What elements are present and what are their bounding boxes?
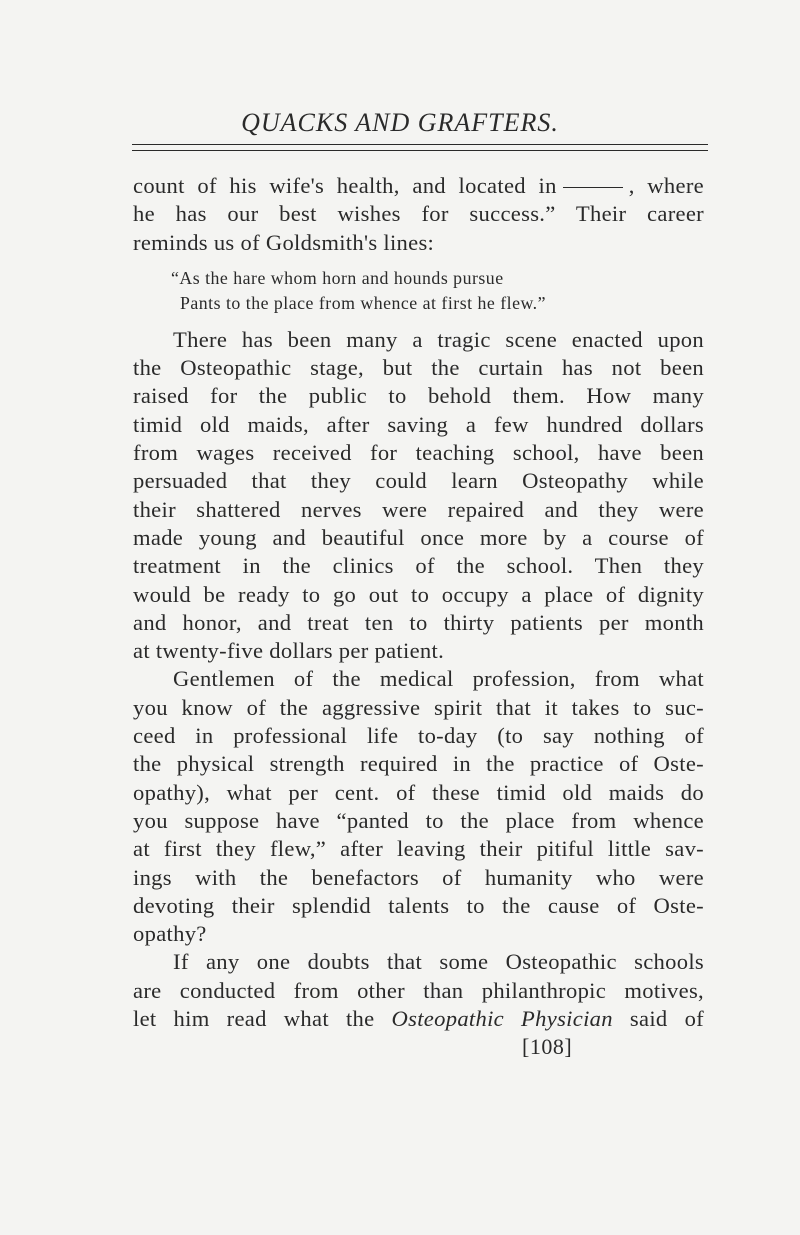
text-line: he has our best wishes for success.” Their career	[133, 201, 704, 227]
text-line: Gentlemen of the medical profession, from what	[173, 666, 704, 692]
text-line: opathy), what per cent. of these timid old maids do	[133, 779, 704, 805]
text-line: at twenty-five dollars per patient.	[133, 638, 445, 664]
text-line: from wages received for teaching school, have been	[133, 440, 704, 466]
text-line: devoting their splendid talents to the cause of Oste-	[133, 892, 704, 918]
text-line: the Osteopathic stage, but the curtain has not been	[133, 355, 704, 381]
text-line: ceed in professional life to-day (to say nothing of	[133, 723, 704, 749]
text-line: raised for the public to behold them. How many	[133, 383, 704, 409]
text-line: the physical strength required in the practice of Oste-	[133, 751, 704, 777]
text-line: persuaded that they could learn Osteopathy while	[133, 468, 704, 494]
text-line: count of his wife's health, and located in , where	[133, 173, 704, 198]
paragraph-3	[133, 665, 704, 948]
text-line: opathy?	[133, 921, 207, 947]
verse-quotation	[133, 266, 704, 316]
text-line: you suppose have “panted to the place from whence	[133, 807, 704, 833]
running-head: QUACKS AND GRAFTERS.	[241, 108, 559, 137]
text-line: their shattered nerves were repaired and they were	[133, 496, 704, 522]
page-number: [108]	[522, 1034, 573, 1059]
omission-dash	[563, 187, 623, 188]
text-line: If any one doubts that some Osteopathic schools	[173, 949, 704, 975]
double-rule	[132, 144, 708, 151]
text-line: are conducted from other than philanthropic motives,	[133, 977, 704, 1003]
periodical-title: Osteopathic Physician	[391, 1006, 613, 1032]
body-text	[133, 172, 704, 1033]
paragraph-2	[133, 326, 704, 666]
text-line: would be ready to go out to occupy a place of dignity	[133, 581, 704, 607]
text-line: treatment in the clinics of the school. Then they	[133, 553, 704, 579]
text-line: reminds us of Goldsmith's lines:	[133, 229, 435, 255]
text-line: and honor, and treat ten to thirty patients per month	[133, 609, 704, 635]
text-line: There has been many a tragic scene enacted upon	[173, 326, 704, 352]
text-line: let him read what the Osteopathic Physician said of	[133, 1006, 704, 1032]
verse-line: “As the hare whom horn and hounds pursue	[171, 267, 504, 288]
text-line: ings with the benefactors of humanity who were	[133, 864, 704, 890]
paragraph-1	[133, 172, 704, 257]
paragraph-4	[133, 948, 704, 1033]
verse-line: Pants to the place from whence at first he flew.”	[180, 292, 546, 313]
text-line: at first they flew,” after leaving their pitiful little sav-	[133, 836, 704, 862]
text-line: you know of the aggressive spirit that it takes to suc-	[133, 694, 704, 720]
text-line: made young and beautiful once more by a course of	[133, 524, 704, 550]
text-line: timid old maids, after saving a few hundred dollars	[133, 411, 704, 437]
